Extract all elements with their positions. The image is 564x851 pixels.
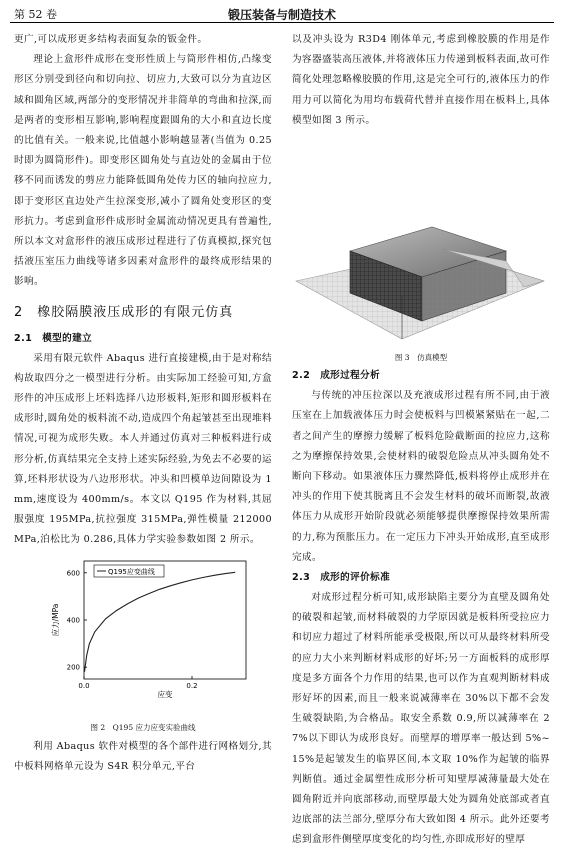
journal-title: 锻压装备与制造技术 bbox=[227, 8, 336, 22]
subsection-heading-2-3: 2.3 成形的评价标准 bbox=[292, 572, 391, 584]
left-column bbox=[14, 30, 272, 777]
stress-strain-chart bbox=[14, 551, 272, 714]
plot-frame bbox=[84, 561, 246, 679]
x-tick-label: 0.2 bbox=[186, 681, 198, 690]
paragraph: 采用有限元软件 Abaqus 进行直接建模,由于是对称结构故取四分之一模型进行分析。由实际加工经验可知,方盒形件的冲压成形上坯料选择八边形板料,矩形和圆形板料在成形时,圆角处的板料流不动,造成四个角起皱甚至出现堆料情况,可视为成形失败。本人并通过仿真对三种板料进行成形分析,仿真结果完全支持上述实际经验,为免去不必要的运算,坯料形状设为八边形形状。冲头和凹模单边间隙设为 1mm,速度设为 400mm/s。本文以 Q195 作为材料,其屈服强度 195MPa,抗拉强度 315MPa,弹性模量 212000MPa,泊松比为 0.286,具体力学实验参数如图 2 所示。 bbox=[14, 352, 272, 546]
y-tick-label: 200 bbox=[66, 663, 80, 672]
y-tick-label: 400 bbox=[66, 616, 80, 625]
series-line bbox=[85, 572, 236, 672]
figure-3-caption: 图 3 仿真模型 bbox=[394, 353, 448, 363]
x-axis-label: 应变 bbox=[157, 689, 173, 699]
legend-label: Q195应变曲线 bbox=[108, 567, 155, 576]
figure-2-caption: 图 2 Q195 应力应变实验曲线 bbox=[90, 722, 196, 732]
paragraph: 更广,可以成形更多结构表面复杂的钣金件。 bbox=[14, 34, 208, 45]
simulation-model-image bbox=[292, 131, 550, 344]
subsection-heading-2-2: 2.2 成形过程分析 bbox=[292, 370, 381, 382]
paragraph: 利用 Abaqus 软件对模型的各个部件进行网格划分,其中板料网格单元设为 S4R 积分单元,平台 bbox=[14, 740, 272, 773]
paragraph: 对成形过程分析可知,成形缺陷主要分为直壁及圆角处的破裂和起皱,而材料破裂的力学原因就是板料所受拉应力和切应力超过了材料所能承受极限,所以可从最终材料所受的应力大小来判断材料成形的好坏;另一方面板料的成形厚度是多方面各个力作用的结果,也可以作为直观判断材料成形好坏的因素,而且一般来说减薄率在 30%以下都不会发生破裂缺陷,为合格品。取安全系数 0.9,所以减薄率在 27%以下即认为成形良好。而壁厚的增厚率一般达到 5%~15%是起皱发生的临界区间,本文取 10%作为起皱的临界判断值。通过金属塑性成形分析可知壁厚减薄量最大处在圆角附近并向底部移动,而壁厚最大处为圆角处底部或者直边底部的法兰部分,壁厚分布大致如图 4 所示。此外还要考虑到盒形件侧壁厚度变化的均匀性,亦即成形好的壁厚 bbox=[292, 592, 550, 846]
x-tick-label: 0.0 bbox=[78, 681, 90, 690]
figure-3 bbox=[292, 131, 550, 364]
paragraph: 与传统的冲压拉深以及充液成形过程有所不同,由于液压室在上加载液体压力时会使板料与凹模紧紧贴在一起,二者之间产生的摩擦力缓解了板料危险截断面的拉应力,这称之为摩擦保持效果,会使材料的破裂危险点从冲头圆角处不断向下移动。如果液体压力骤然降低,板料将停止成形并在冲头的作用下使其脱离且不会发生材料的破坏而断裂,故液体压力从成形开始阶段就必须能够提供摩擦保持效果所需的力,称为预胀压力。在一定压力下冲头开始成形,直至成形完成。 bbox=[292, 390, 550, 563]
header-rule bbox=[10, 22, 554, 23]
section-heading-2: 2 橡胶隔膜液压成形的有限元仿真 bbox=[14, 304, 234, 320]
y-axis-label: 应力/MPa bbox=[51, 603, 60, 637]
y-tick-label: 600 bbox=[66, 568, 80, 577]
paragraph: 以及冲头设为 R3D4 刚体单元,考虑到橡胶膜的作用是作为容器盛装高压液体,并将液体压力传递到板料表面,故可作简化处理忽略橡胶膜的作用,这是完全可行的,液体压力的作用力可以简化为用均布载荷代替并直接作用在板料上,具体模型如图 3 所示。 bbox=[292, 34, 550, 126]
paragraph: 理论上盒形件成形在变形性质上与筒形件相仿,凸缘变形区分别受到径向和切向拉、切应力,大致可以分为直边区域和圆角区域,两部分的变形情况并非简单的弯曲和拉深,而是两者的变形相互影响,影响程度跟圆角的大小和直边长度的比值有关。一般来说,比值越小影响越显著(当值为 0.25 时即为圆筒形件)。即变形区圆角处与直边处的金属由于位移不同而诱发的剪应力能降低圆角处传力区的轴向拉应力,即于变形区直边处产生拉深变形,减小了圆角处变形区的变形抗力。考虑到盒形件成形时金属流动情况更具有普遍性,所以本文对盒形件的液压成形过程进行了仿真模拟,探究包括液压室压力曲线等诸多因素对盒形件的最终成形结果的影响。 bbox=[14, 54, 272, 288]
subsection-heading-2-1: 2.1 模型的建立 bbox=[14, 332, 93, 344]
figure-2 bbox=[14, 551, 272, 734]
right-column bbox=[292, 30, 550, 851]
volume-number: 第 52 卷 bbox=[14, 8, 57, 21]
